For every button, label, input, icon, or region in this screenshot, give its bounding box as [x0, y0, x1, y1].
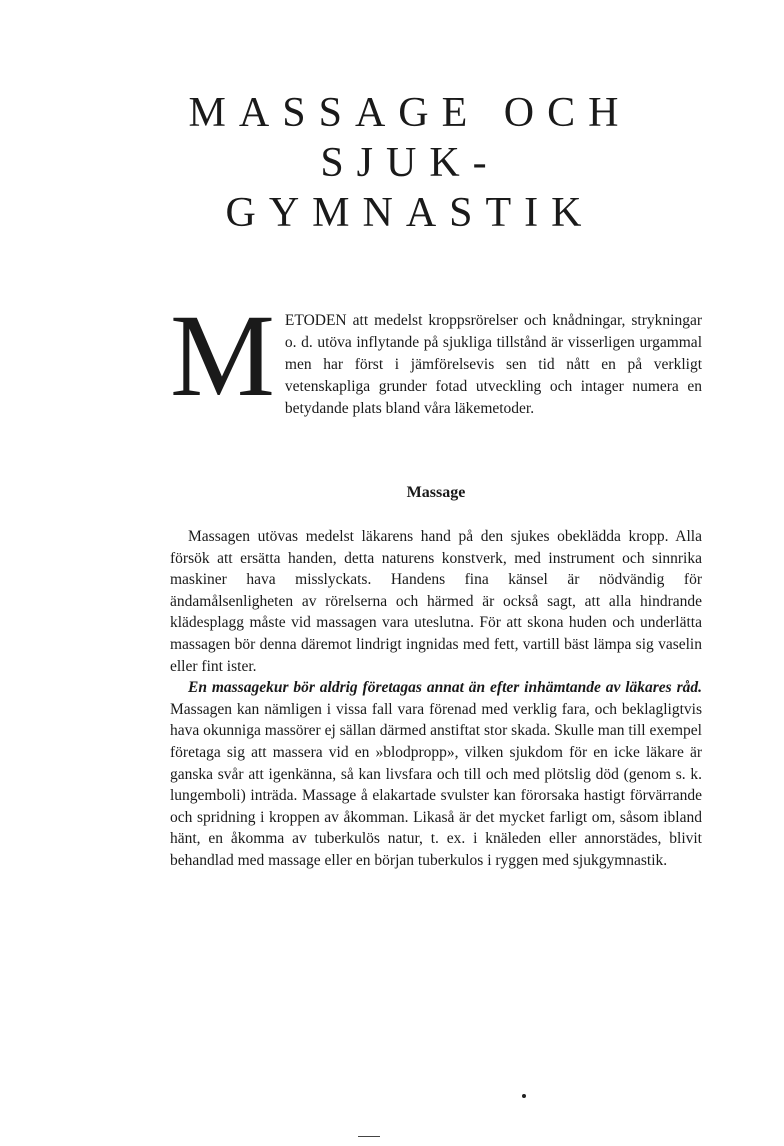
emphasis-warning: En massagekur bör aldrig företagas annat än efter inhämtande av läkares råd.	[188, 679, 702, 697]
body-paragraph-2	[170, 677, 702, 871]
footer-rule	[358, 1136, 380, 1137]
page-title-line-1: MASSAGE OCH SJUK-	[188, 90, 632, 186]
section-heading: Massage	[406, 484, 466, 501]
section-body	[170, 526, 702, 872]
page-title	[120, 88, 700, 238]
drop-cap: M	[170, 290, 275, 421]
body-paragraph-1: Massagen utövas medelst läkarens hand på den sjukes obeklädda kropp. Alla försök att ersätta handen, detta naturens konstverk, med instrument och sinnrika maskiner hava misslyckats. Handens fina känsel är nödvändig för ändamålsenligheten av rörelserna och härmed är också sagt, att alla hindrande klädesplagg måste vid massagen vara uteslutna. För att skona huden och underlätta massagen bör denna däremot lindrigt ingnidas med fett, vartill bäst lämpa sig vaselin eller fint ister.	[170, 528, 702, 675]
intro-paragraph	[170, 290, 702, 421]
body-paragraph-2-text: Massagen kan nämligen i vissa fall vara förenad med verklig fara, och beklagligtvis hava okunniga massörer ej sällan därmed anstiftat stor skada. Skulle man till exempel företaga sig att massera vid en »blodpropp», vilken sjukdom för en icke läkare är ganska svår att igenkänna, så kan livsfara och till och med plötslig död (genom s. k. lungemboli) inträda. Massage å elakartade svulster kan förorsaka hastigt förvärrande och spridning i kroppen av åkomman. Likaså är det mycket farligt om, såsom ibland hänt, en åkomma av tuberkulös natur, t. ex. i knäleden eller annorstädes, blivit behandlad med massage eller en början tuberkulos i ryggen med sjukgymnastik.	[170, 700, 702, 869]
ink-mark	[522, 1094, 526, 1098]
page-title-line-2: GYMNASTIK	[225, 190, 595, 236]
intro-text: ETODEN att medelst kroppsrörelser och knådningar, strykningar o. d. utöva inflytande på sjukliga tillstånd är visserligen urgammal men har först i jämförelsevis sen tid nått en på verkligt vetenskapliga grunder fotad utveckling och intager numera en betydande plats bland våra läkemetoder.	[284, 312, 702, 417]
